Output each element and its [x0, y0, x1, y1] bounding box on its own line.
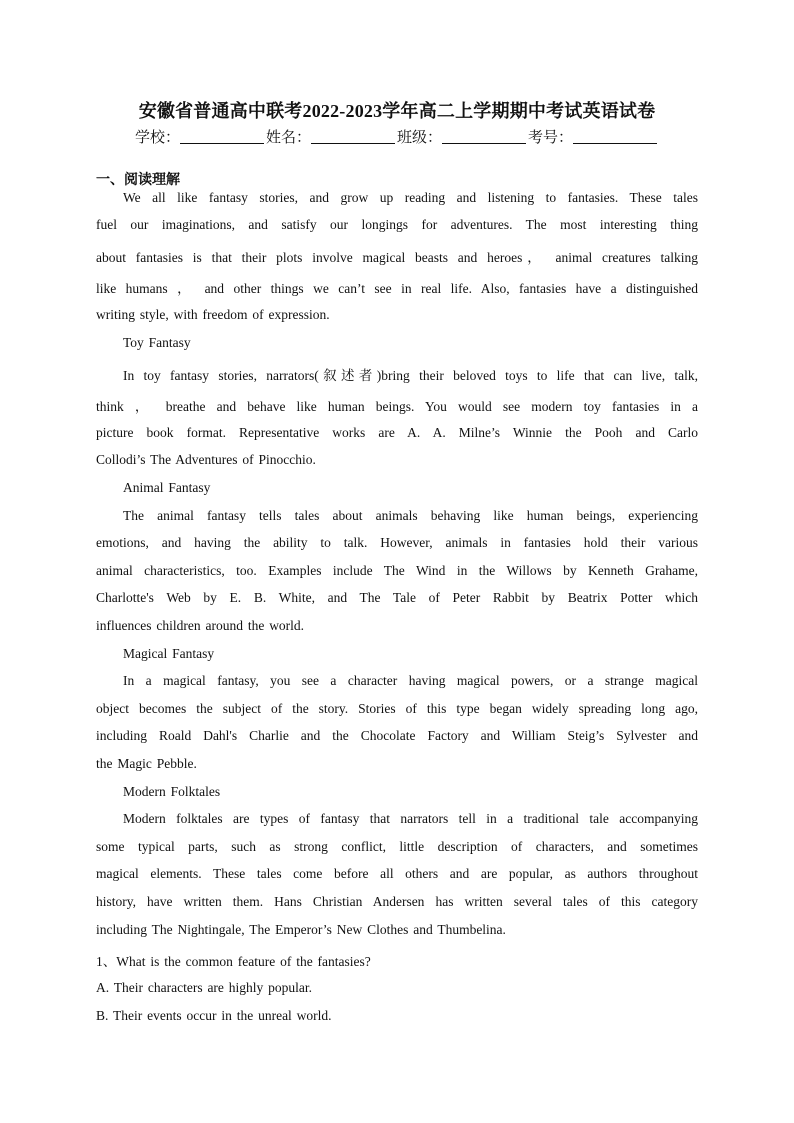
class-label: 班级：: [397, 130, 443, 146]
exam-number-blank[interactable]: [573, 129, 657, 144]
class-blank[interactable]: [442, 129, 526, 144]
passage-line: the Magic Pebble.: [96, 756, 197, 771]
name-label: 姓名：: [265, 130, 311, 146]
exam-number-label: 考号：: [528, 130, 574, 146]
passage-line: about fantasies is that their plots involve magical beasts and heroes， animal creatures talking: [96, 250, 698, 265]
passage-line: think ， breathe and behave like human beings. You would see modern toy fantasies in a: [96, 399, 698, 414]
section-heading: 一、阅读理解: [96, 173, 180, 188]
passage-line: We all like fantasy stories, and grow up reading and listening to fantasies. These tales: [123, 190, 698, 205]
passage-line: Charlotte's Web by E. B. White, and The Tale of Peter Rabbit by Beatrix Potter which: [96, 590, 698, 605]
passage-line: history, have written them. Hans Christian Andersen has written several tales of this category: [96, 894, 698, 909]
school-label: 学校：: [134, 130, 180, 146]
subheading-magical-fantasy: Magical Fantasy: [123, 646, 215, 661]
option-a: A. Their characters are highly popular.: [96, 980, 313, 995]
question-1: 1、What is the common feature of the fantasies?: [96, 954, 371, 969]
exam-title: 安徽省普通高中联考2022-2023学年高二上学期期中考试英语试卷: [138, 101, 656, 121]
passage-line: including The Nightingale, The Emperor’s New Clothes and Thumbelina.: [96, 922, 506, 937]
passage-line: Collodi’s The Adventures of Pinocchio.: [96, 452, 316, 467]
passage-line: like humans ， and other things we can’t see in real life. Also, fantasies have a distinguished: [96, 281, 698, 296]
school-blank[interactable]: [180, 129, 264, 144]
subheading-toy-fantasy: Toy Fantasy: [123, 335, 191, 350]
passage-line: animal characteristics, too. Examples include The Wind in the Willows by Kenneth Grahame,: [96, 563, 698, 578]
passage-line: In toy fantasy stories, narrators(叙述者)bring their beloved toys to life that can live, talk,: [123, 368, 698, 383]
student-info-row: [0, 126, 794, 147]
passage-line: some typical parts, such as strong conflict, little description of characters, and sometimes: [96, 839, 698, 854]
subheading-modern-folktales: Modern Folktales: [123, 784, 221, 799]
option-b: B. Their events occur in the unreal world.: [96, 1008, 332, 1023]
passage-line: In a magical fantasy, you see a character having magical powers, or a strange magical: [123, 673, 698, 688]
passage-line: fuel our imaginations, and satisfy our longings for adventures. The most interesting thing: [96, 217, 698, 232]
passage-line: Modern folktales are types of fantasy that narrators tell in a traditional tale accompanying: [123, 811, 698, 826]
passage-line: including Roald Dahl's Charlie and the Chocolate Factory and William Steig’s Sylvester and: [96, 728, 698, 743]
name-blank[interactable]: [311, 129, 395, 144]
passage-line: object becomes the subject of the story. Stories of this type began widely spreading long ago,: [96, 701, 698, 716]
passage-line: magical elements. These tales come before all others and are popular, as authors throughout: [96, 866, 698, 881]
passage-line: picture book format. Representative works are A. A. Milne’s Winnie the Pooh and Carlo: [96, 425, 698, 440]
passage-line: emotions, and having the ability to talk. However, animals in fantasies hold their various: [96, 535, 698, 550]
passage-line: writing style, with freedom of expression.: [96, 307, 330, 322]
passage-line: The animal fantasy tells tales about animals behaving like human beings, experiencing: [123, 508, 698, 523]
passage-line: influences children around the world.: [96, 618, 305, 633]
subheading-animal-fantasy: Animal Fantasy: [123, 480, 211, 495]
